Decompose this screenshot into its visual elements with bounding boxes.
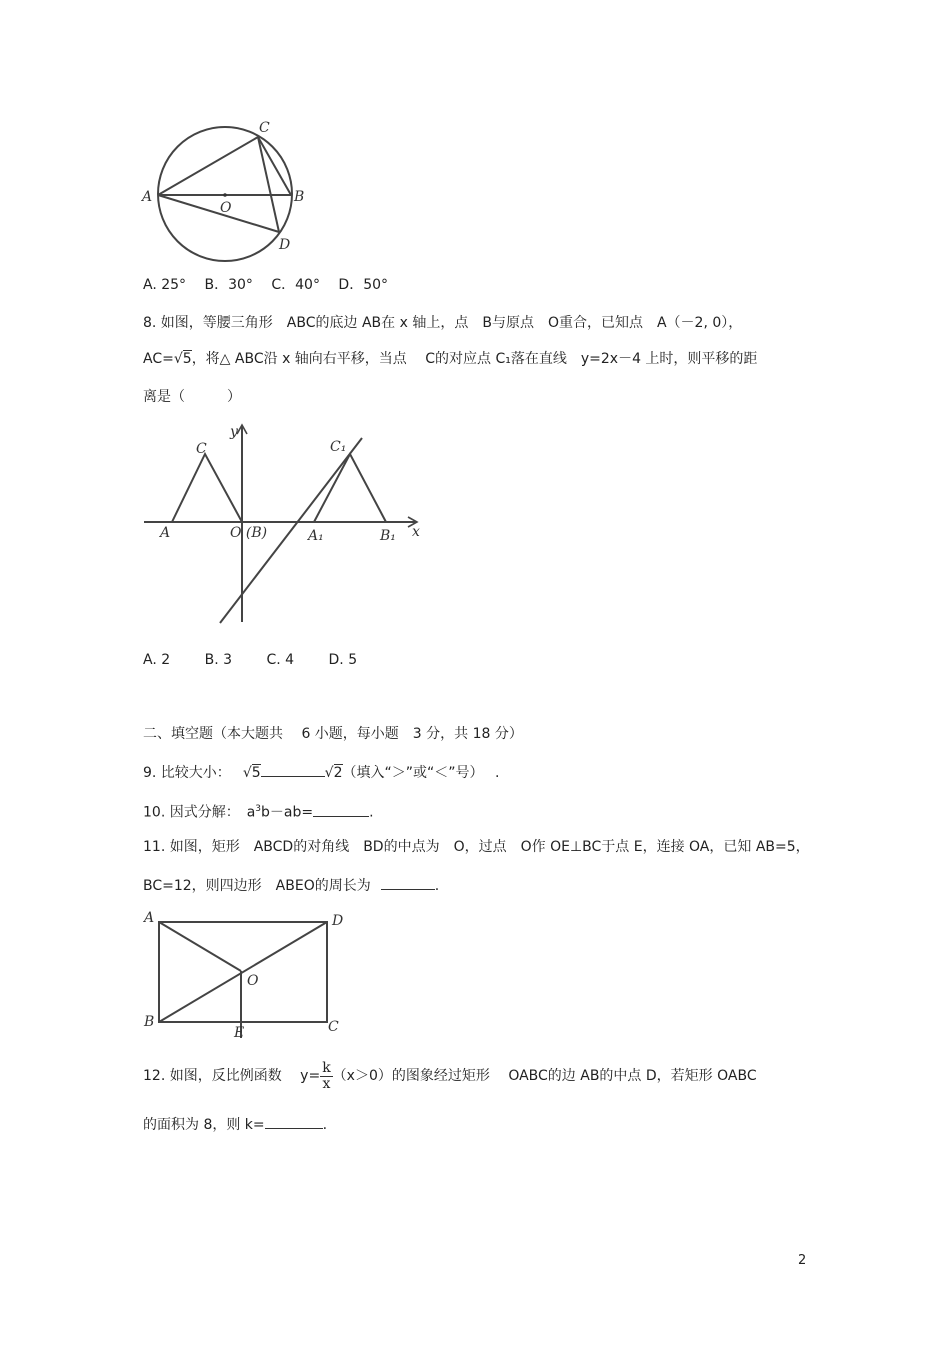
label-a: A [160, 525, 171, 541]
q12-line1 [143, 1058, 757, 1094]
label-o: O [247, 973, 259, 989]
q12-line2-text: 的面积为 8，则 k= [143, 1117, 265, 1133]
label-d: D [332, 913, 344, 929]
q8-options [143, 651, 357, 669]
sqrt-sign: √ [173, 351, 183, 367]
segment-oa [159, 922, 241, 971]
q8-option-b[interactable]: B. 3 [204, 652, 233, 668]
label-c: C [328, 1019, 339, 1035]
q8-option-c[interactable]: C. 4 [266, 652, 295, 668]
q12-line2 [143, 1114, 327, 1134]
q10-answer-blank[interactable] [313, 802, 369, 817]
center-dot [223, 193, 227, 197]
q8-radicand: 5 [182, 351, 192, 367]
q8-line2 [143, 350, 757, 368]
q9-suffix: （填入“＞”或“＜”号） . [342, 765, 500, 781]
label-b: B [294, 189, 305, 205]
q7-options [143, 276, 388, 294]
q8-line3: 离是（ ） [143, 389, 241, 405]
fraction-denominator: x [322, 1075, 331, 1092]
label-c1: C₁ [330, 439, 347, 455]
q8-line1: 8. 如图，等腰三角形 ABC的底边 AB在 x 轴上，点 B与原点 O重合，已知点 A（－2, 0）， [143, 315, 743, 331]
q7-option-d[interactable]: D．50° [338, 277, 389, 293]
q11-answer-blank[interactable] [381, 875, 435, 890]
label-c: C [196, 441, 207, 457]
q9-line [143, 762, 499, 782]
q10-exponent: 3 [255, 804, 262, 814]
page-number: 2 [798, 1253, 807, 1268]
q8-option-d[interactable]: D. 5 [328, 652, 358, 668]
label-o: O [220, 200, 232, 216]
q11-line2 [143, 875, 439, 895]
q11-end: . [434, 878, 440, 894]
q7-option-b[interactable]: B．30° [204, 277, 253, 293]
label-d: D [279, 237, 291, 253]
label-c: C [259, 120, 270, 136]
q8-line2-rest: ，将△ ABC沿 x 轴向右平移，当点 C的对应点 C₁落在直线 y=2x－4 上时，则平移的距 [191, 351, 758, 367]
q10-expression: b－ab= [261, 804, 314, 821]
label-a: A [144, 910, 155, 926]
chord-ac [158, 137, 258, 195]
sqrt-sign: √ [324, 765, 334, 781]
q9-radicand-1: 5 [251, 765, 261, 781]
figure-q8-graph [140, 420, 430, 630]
q8-option-a[interactable]: A. 2 [143, 652, 171, 668]
section-2-heading: 二、填空题（本大题共 6 小题，每小题 3 分，共 18 分） [143, 726, 523, 742]
figure-q11-rectangle [140, 905, 355, 1040]
label-y: y [230, 424, 238, 440]
q10-line [143, 800, 374, 822]
label-b: B [144, 1014, 155, 1030]
q10-prefix: 10. 因式分解： a [143, 804, 256, 821]
label-b1: B₁ [380, 528, 396, 544]
q9-answer-blank[interactable] [261, 762, 325, 777]
sqrt-sign: √ [242, 765, 252, 781]
label-a1: A₁ [308, 528, 324, 544]
q12-answer-blank[interactable] [265, 1114, 323, 1129]
triangle-abc [172, 454, 242, 522]
label-x: x [412, 524, 420, 540]
q12-prefix: 12. 如图，反比例函数 y= [143, 1068, 321, 1084]
q9-radicand-2: 2 [333, 765, 343, 781]
q11-line2-text: BC=12，则四边形 ABEO的周长为 [143, 878, 371, 894]
label-a: A [142, 189, 153, 205]
q12-end: . [322, 1117, 328, 1133]
q8-ac-label: AC= [143, 351, 174, 367]
label-o-b: O (B) [230, 525, 268, 541]
q12-suffix: （x＞0）的图象经过矩形 OABC的边 AB的中点 D，若矩形 OABC [332, 1068, 757, 1084]
q10-end: . [369, 804, 374, 821]
fraction-k-over-x [320, 1061, 332, 1092]
q7-option-c[interactable]: C．40° [271, 277, 320, 293]
q7-option-a[interactable]: A. 25° [143, 277, 187, 293]
fraction-numerator: k [322, 1059, 331, 1076]
label-e: E [234, 1025, 245, 1040]
figure-q7-circle [138, 115, 318, 270]
q9-prefix: 9. 比较大小： [143, 765, 231, 781]
q11-line1: 11. 如图，矩形 ABCD的对角线 BD的中点为 O，过点 O作 OE⊥BC于点 E，连接 OA，已知 AB=5， [143, 839, 810, 855]
chord-ad [158, 195, 279, 232]
